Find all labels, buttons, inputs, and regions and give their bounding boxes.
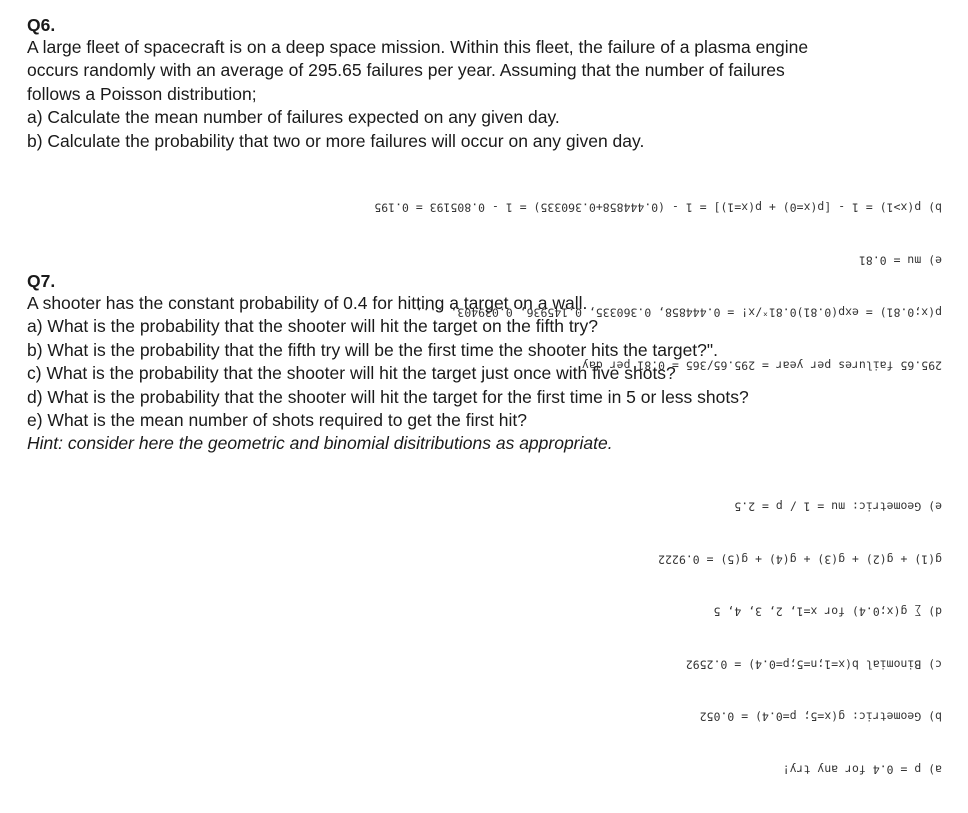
question-6-part-b: b) Calculate the probability that two or more failures will occur on any given day. xyxy=(27,130,645,151)
question-7-part-a: a) What is the probability that the shooter will hit the target on the fifth try? xyxy=(27,316,598,337)
question-7-number: Q7. xyxy=(27,271,56,291)
answer-6-line: 295.65 failures per year = 295.65/365 = 0.81 per day xyxy=(581,358,942,373)
question-7-part-c: c) What is the probability that the shooter will hit the target just once with five shots? xyxy=(27,363,676,384)
answer-6-line: e) mu = 0.81 xyxy=(858,253,942,268)
answer-6-line: p(x;0.81) = exp(0.81)0.81ˣ/x! = 0.444858, 0.360335, 0.145936, 0.039403, .... xyxy=(415,306,942,320)
question-6-line: occurs randomly with an average of 295.65 failures per year. Assuming that the number of failures xyxy=(27,60,785,81)
answer-7-line: e) Geometric: mu = 1 / p = 2.5 xyxy=(734,500,942,514)
question-7-hint: Hint: consider here the geometric and binomial disitributions as appropriate. xyxy=(27,433,613,454)
question-7 xyxy=(27,270,947,456)
answer-7-line: c) Binomial b(x=1;n=5;p=0.4) = 0.2592 xyxy=(685,657,942,672)
question-7-part-b: b) What is the probability that the fifth try will be the first time the shooter hits the target?". xyxy=(27,339,718,360)
question-7-part-d: d) What is the probability that the shooter will hit the target for the first time in 5 or less shots? xyxy=(27,386,749,407)
question-6-number: Q6. xyxy=(27,15,56,35)
question-6-part-a: a) Calculate the mean number of failures expected on any given day. xyxy=(27,107,560,128)
answer-7-line: d) ∑ g(x;0.4) for x=1, 2, 3, 4, 5 xyxy=(713,605,942,619)
question-7-part-e: e) What is the mean number of shots required to get the first hit? xyxy=(27,410,527,431)
answer-7-line: b) Geometric: g(x=5; p=0.4) = 0.052 xyxy=(699,710,942,724)
answer-7-upside-down xyxy=(658,480,942,813)
question-6 xyxy=(27,14,947,153)
answer-7-line: a) p = 0.4 for any try! xyxy=(782,762,942,777)
question-6-line: A large fleet of spacecraft is on a deep space mission. Within this fleet, the failure of a plasma engine xyxy=(27,37,809,57)
question-7-line: A shooter has the constant probability of 0.4 for hitting a target on a wall. xyxy=(27,293,588,313)
question-6-line: follows a Poisson distribution; xyxy=(27,83,257,104)
answer-6-line: b) p(x>1) = 1 - [p(x=0) + p(x=1)] = 1 - (0.444858+0.360335) = 1 - 0.805193 = 0.195 xyxy=(374,201,942,215)
answer-7-line: g(1) + g(2) + g(3) + g(4) + g(5) = 0.9222 xyxy=(658,552,942,567)
